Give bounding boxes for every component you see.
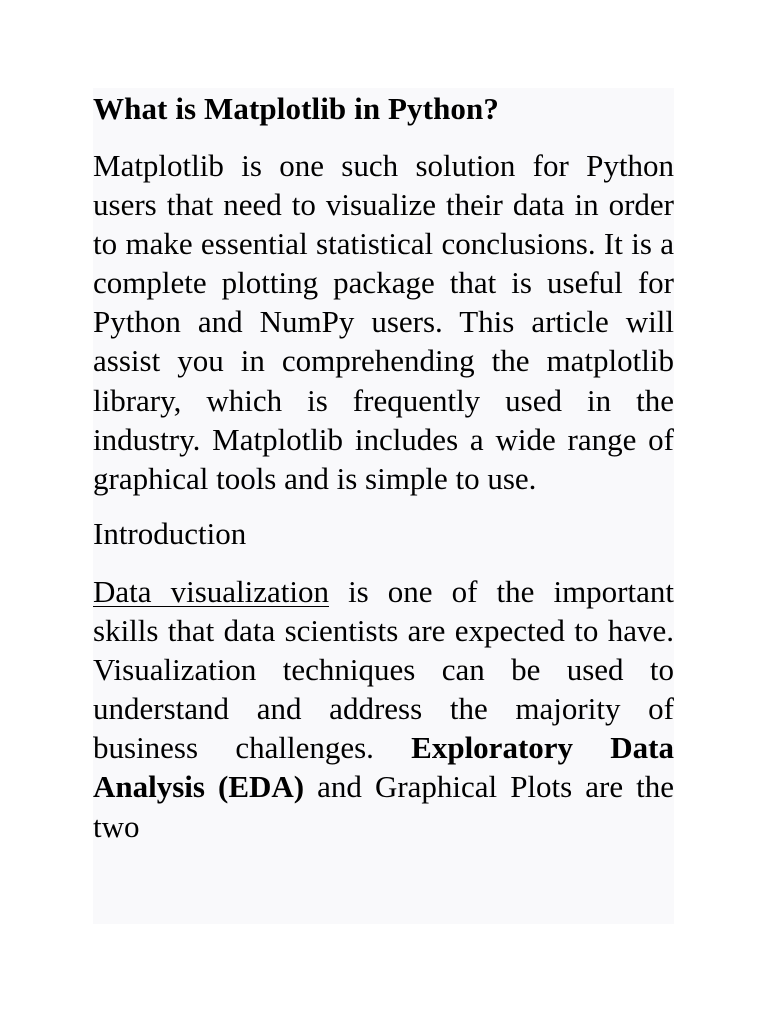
paragraph-text-segment: is one of the important skills that data scientists are expected to have. Visualization techniques can be used to understand and address the majority of business challenges. [93, 573, 674, 766]
section-heading-introduction: Introduction [93, 515, 247, 551]
intro-paragraph: Matplotlib is one such solution for Python users that need to visualize their data in order to make essential statistical conclusions. It is a complete plotting package that is useful for Python and NumPy users. This article will assist you in comprehending the matplotlib library, which is frequently used in the industry. Matplotlib includes a wide range of graphical tools and is simple to use. [93, 148, 674, 496]
eda-bold-term: Exploratory Data Analysis (EDA) [93, 730, 674, 805]
article-title: What is Matplotlib in Python? [93, 91, 499, 126]
article-body [93, 88, 674, 924]
data-visualization-link[interactable]: Data visualization [93, 573, 329, 609]
introduction-paragraph [93, 572, 674, 846]
paragraph-text-segment-end: and Graphical Plots are the two [93, 769, 674, 844]
